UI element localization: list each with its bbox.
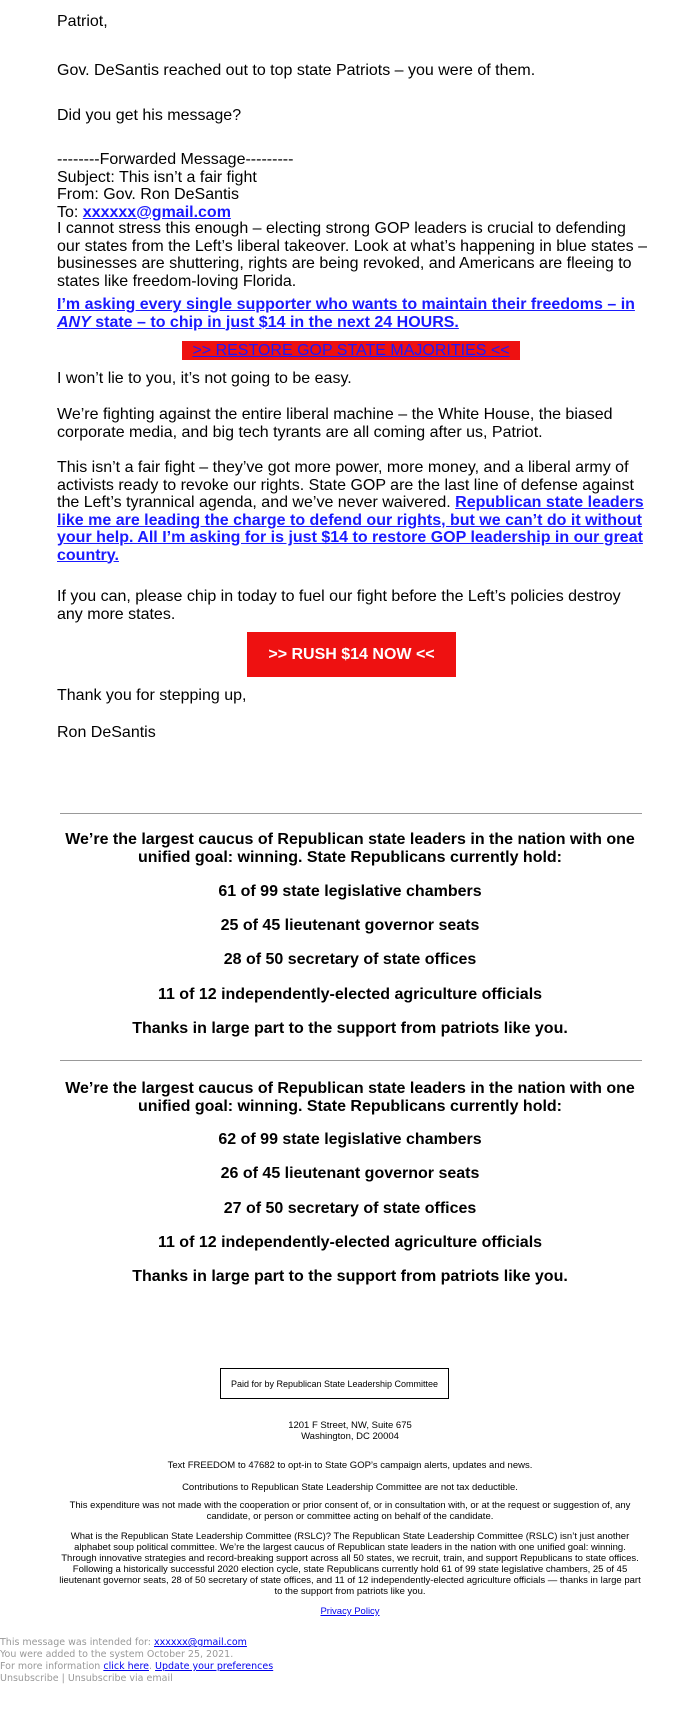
stats-heading: We’re the largest caucus of Republican state leaders in the nation with one unified goal: winning. State Republicans currently hold:	[65, 831, 635, 866]
separator-dot: .	[149, 1661, 156, 1672]
rush-donate-button[interactable]: >> RUSH $14 NOW <<	[247, 632, 456, 677]
question-text: Did you get his message?	[57, 107, 242, 124]
paragraph-4-text: This isn’t a fair fight – they’ve got more power, more money, and a liberal army of activists ready to revoke our rights. State GOP are the last line of defense against the Left’s tyrannical agenda, and we’ve never waivered.	[57, 459, 634, 511]
paid-for-disclaimer: Paid for by Republican State Leadership Committee	[220, 1368, 449, 1399]
address-line: 1201 F Street, NW, Suite 675	[288, 1420, 412, 1431]
divider	[60, 813, 642, 814]
click-here-link[interactable]: click here	[103, 1661, 149, 1672]
about-rslc: What is the Republican State Leadership Committee (RSLC)? The Republican State Leadership Committee (RSLC) isn’t just another alphabet soup political committee. We’re the largest caucus of Republican state leaders in the nation with one unified goal: winning. Through innovative strategies and record-breaking support across all 50 states, we recruit, train, and support Republicans to state offices. Following a historically successful 2020 election cycle, state Republicans currently hold 61 of 99 state legislative chambers, 25 of 45 lieutenant governor seats, 28 of 50 secretary of state offices, and 11 of 12 independently-elected agriculture officials — thanks in large part to the support from patriots like you.	[59, 1531, 641, 1597]
unsubscribe-email-link[interactable]: Unsubscribe via email	[67, 1673, 173, 1684]
stat-item: 26 of 45 lieutenant governor seats	[220, 1165, 480, 1182]
more-info-label: For more information	[0, 1661, 104, 1672]
unsubscribe-row	[0, 1673, 273, 1685]
paragraph-2: I won’t lie to you, it’s not going to be easy.	[57, 370, 352, 387]
paragraph-4-link[interactable]: Republican state leaders like me are leading the charge to defend our rights, but we can’t do it without your help. All I’m asking for is just $14 to restore GOP leadership in our great country.	[57, 494, 644, 564]
added-date: You were added to the system October 25, 2021.	[0, 1649, 234, 1660]
stats-heading: We’re the largest caucus of Republican state leaders in the nation with one unified goal: winning. State Republicans currently hold:	[65, 1080, 635, 1115]
sms-optin-text: Text FREEDOM to 47682 to opt-in to State GOP’s campaign alerts, updates and news.	[167, 1460, 533, 1471]
forward-subject: Subject: This isn’t a fair fight	[57, 168, 257, 186]
update-preferences-link[interactable]: Update your preferences	[155, 1661, 274, 1672]
to-label: To:	[57, 203, 83, 221]
forward-to	[57, 204, 647, 222]
intended-label: This message was intended for:	[0, 1637, 154, 1648]
intro-text: Gov. DeSantis reached out to top state Patriots – you were of them.	[57, 62, 536, 79]
stat-item: 11 of 12 independently-elected agriculture officials	[157, 986, 543, 1003]
stats-closing: Thanks in large part to the support from patriots like you.	[132, 1268, 568, 1285]
footer	[0, 1637, 273, 1685]
intended-for	[0, 1637, 273, 1649]
forward-from: From: Gov. Ron DeSantis	[57, 186, 239, 203]
stat-item: 61 of 99 state legislative chambers	[218, 883, 482, 900]
ask-link-italic: ANY	[57, 313, 91, 331]
divider	[60, 1060, 642, 1061]
ask-paragraph	[57, 296, 647, 331]
paragraph-5: If you can, please chip in today to fuel our fight before the Left’s policies destroy any more states.	[57, 588, 621, 623]
more-info	[0, 1661, 273, 1673]
signature: Ron DeSantis	[57, 724, 156, 741]
privacy-policy-link[interactable]: Privacy Policy	[320, 1606, 380, 1617]
stat-item: 28 of 50 secretary of state offices	[223, 951, 477, 968]
greeting: Patriot,	[57, 13, 108, 30]
donate-ask-link[interactable]	[57, 296, 635, 331]
stat-item: 62 of 99 state legislative chambers	[218, 1131, 482, 1148]
forwarded-message-header	[57, 151, 647, 221]
paragraph-3: We’re fighting against the entire liberal machine – the White House, the biased corporate media, and big tech tyrants are all coming after us, Patriot.	[57, 406, 613, 441]
expenditure-disclaimer: This expenditure was not made with the cooperation or prior consent of, or in consultation with, or at the request or suggestion of, any candidate, or person or committee acting on behalf of the candidate.	[69, 1500, 631, 1522]
separator: |	[58, 1673, 68, 1684]
address	[57, 1420, 643, 1442]
forward-divider: --------Forwarded Message---------	[57, 151, 294, 168]
paragraph-4	[57, 459, 647, 564]
ask-link-part2: state – to chip in just $14 in the next 24 HOURS.	[90, 313, 459, 331]
tax-disclaimer: Contributions to Republican State Leadership Committee are not tax deductible.	[182, 1482, 518, 1493]
signoff: Thank you for stepping up,	[57, 687, 247, 704]
intended-email-link[interactable]: xxxxxx@gmail.com	[154, 1637, 247, 1648]
privacy-policy-wrap	[57, 1606, 643, 1617]
stats-closing: Thanks in large part to the support from patriots like you.	[132, 1020, 568, 1037]
unsubscribe-link[interactable]: Unsubscribe	[0, 1673, 59, 1684]
restore-majorities-link[interactable]: >> RESTORE GOP STATE MAJORITIES <<	[192, 342, 510, 359]
stat-item: 25 of 45 lieutenant governor seats	[220, 917, 480, 934]
restore-majorities-button[interactable]	[182, 341, 520, 360]
paragraph-1: I cannot stress this enough – electing strong GOP leaders is crucial to defending our states from the Left’s liberal takeover. Look at what’s happening in blue states – businesses are shuttering, rights are being revoked, and Americans are fleeing to states like freedom-loving Florida.	[57, 220, 647, 290]
to-email-link[interactable]: xxxxxx@gmail.com	[82, 203, 231, 221]
stat-item: 27 of 50 secretary of state offices	[223, 1200, 477, 1217]
ask-link-part1: I’m asking every single supporter who wants to maintain their freedoms – in	[57, 296, 635, 313]
address-line: Washington, DC 20004	[301, 1431, 399, 1442]
stat-item: 11 of 12 independently-elected agriculture officials	[157, 1234, 543, 1251]
